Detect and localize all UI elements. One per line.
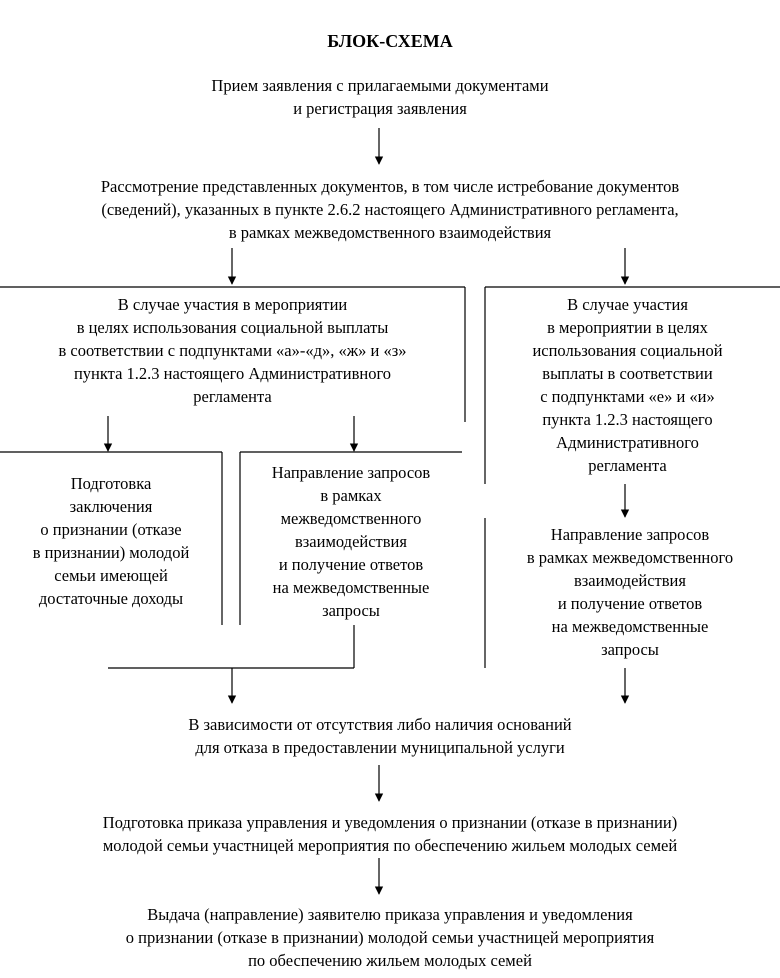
step-right-interagency-requests: Направление запросов в рамках межведомственного взаимодействия и получение ответов на межведомственные запросы [526, 525, 734, 659]
step-prepare-order: Подготовка приказа управления и уведомления о признании (отказе в признании) молодой семьи участницей мероприятия по обеспечению жильем молодых семей [102, 813, 678, 855]
step-decision-basis: В зависимости от отсутствия либо наличия оснований для отказа в предоставлении муниципальной услуги [188, 715, 572, 757]
step-document-review: Рассмотрение представленных документов, в том числе истребование документов (сведений), указанных в пункте 2.6.2 настоящего Административного регламента, в рамках межведомственного взаимодействия [100, 177, 680, 242]
step-prepare-conclusion: Подготовка заключения о признании (отказе в признании) молодой семьи имеющей достаточные доходы [32, 474, 190, 608]
branch-left-condition: В случае участия в мероприятии в целях использования социальной выплаты в соответствии с подпунктами «а»-«д», «ж» и «з» пункта 1.2.3 настоящего Административного регламента [58, 295, 407, 406]
step-application-receipt: Прием заявления с прилагаемыми документами и регистрация заявления [211, 76, 549, 118]
branch-right-condition: В случае участия в мероприятии в целях использования социальной выплаты в соответствии с подпунктами «е» и «и» пункта 1.2.3 настоящего Административного регламента [532, 295, 723, 475]
step-issue-order: Выдача (направление) заявителю приказа управления и уведомления о признании (отказе в признании) молодой семьи участницей мероприятия по обеспечению жильем молодых семей [125, 905, 655, 970]
diagram-title: БЛОК-СХЕМА [327, 31, 453, 51]
step-left-interagency-requests: Направление запросов в рамках межведомственного взаимодействия и получение ответов на межведомственные запросы [271, 463, 431, 620]
